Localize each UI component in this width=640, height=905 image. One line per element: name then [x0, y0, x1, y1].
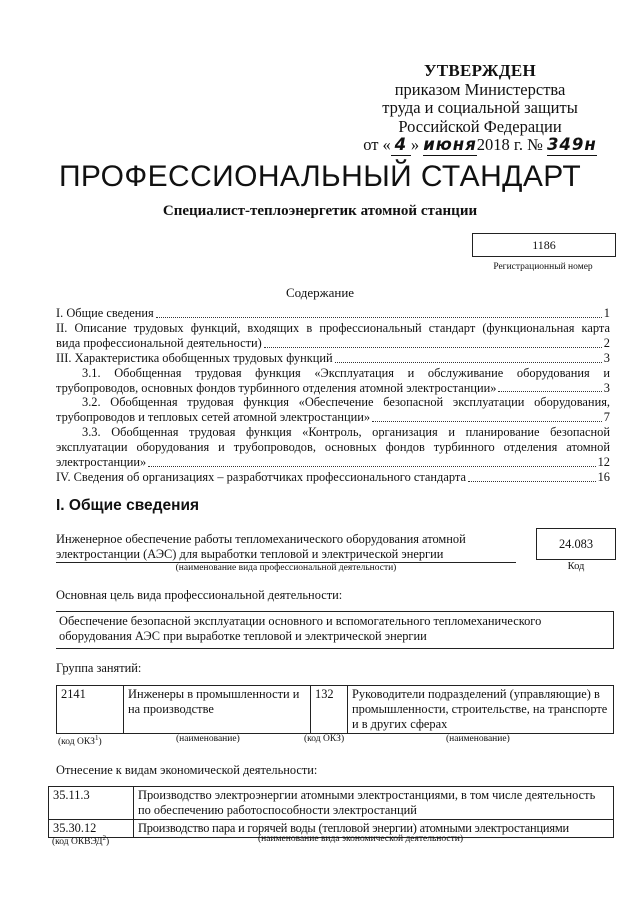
occupation-code-box: 24.083 [536, 528, 616, 560]
okved-name-cell: Производство пара и горячей воды (тепловой энергии) атомными электростанциями [134, 820, 614, 838]
registration-number-box: 1186 [472, 233, 616, 257]
goal-box: Обеспечение безопасной эксплуатации основного и вспомогательного тепломеханического оборудования АЭС при выработке тепловой и электрической энергии [56, 611, 614, 649]
handwritten-order-number: 349н [546, 135, 597, 154]
section-heading: I. Общие сведения [56, 497, 200, 514]
activity-label: Отнесение к видам экономической деятельности: [56, 763, 318, 777]
okz-code-cell: 132 [311, 686, 348, 734]
okz-code-caption: (код ОКЗ) [304, 734, 345, 744]
economic-activity-table [48, 786, 614, 838]
approval-line2: труда и социальной защиты [382, 98, 578, 117]
okz-name-caption: (наименование) [176, 734, 240, 744]
occupation-name: Инженерное обеспечение работы тепломеханического оборудования атомной электростанции (АЭС) для выработки тепловой и электрической энергии [56, 532, 516, 563]
toc-item[interactable]: 3.3. Обобщенная трудовая функция «Контроль, организация и планирование безопасной эксплуатации оборудования и трубопроводов, основных фондов турбинного отделения атомной электростанции» 12 [56, 425, 610, 470]
goal-label: Основная цель вида профессиональной деятельности: [56, 588, 343, 602]
approval-order-line: от « 4 » июня2018 г. № 349н [363, 135, 597, 154]
okved-name-cell: Производство электроэнергии атомными электростанциями, в том числе деятельность по обеспечению работоспособности электростанций [134, 787, 614, 820]
toc-item[interactable]: II. Описание трудовых функций, входящих в профессиональный стандарт (функциональная карта вида профессиональной деятельности) 2 [56, 320, 610, 350]
occupation-caption: (наименование вида профессиональной деятельности) [175, 563, 397, 573]
handwritten-month: июня [423, 135, 477, 154]
okved-name-caption: (наименование вида экономической деятельности) [258, 834, 463, 844]
approval-block [360, 62, 600, 156]
toc-item[interactable]: 3.1. Обобщенная трудовая функция «Эксплуатация и обслуживание оборудования и трубопроводов, основных фондов турбинного отделения атомной электростанции» 3 [56, 365, 610, 395]
okz-code-cell: 2141 [57, 686, 124, 734]
okved-code-caption: (код ОКВЭД$^2$) [52, 834, 110, 848]
toc-item[interactable]: 3.2. Обобщенная трудовая функция «Обеспечение безопасной эксплуатации оборудования, трубопроводов и тепловых сетей атомной электростанции» 7 [56, 395, 610, 425]
table-row [57, 686, 614, 734]
okz-name-cell: Руководители подразделений (управляющие) в промышленности, строительстве, на транспорте и в других сферах [348, 686, 614, 734]
okved-code-cell: 35.30.12 [49, 820, 134, 838]
approval-line3: Российской Федерации [398, 116, 562, 136]
table-row [49, 787, 614, 820]
okz-code-caption: (код ОКЗ$^1$) [58, 734, 102, 748]
toc-item[interactable]: I. Общие сведения 1 [56, 306, 610, 320]
handwritten-day: 4 [391, 136, 411, 156]
approval-line1: приказом Министерства [394, 79, 566, 99]
okz-name-cell: Инженеры в промышленности и на производстве [124, 686, 311, 734]
toc-item[interactable]: IV. Сведения об организациях – разработчиках профессионального стандарта 16 [56, 469, 610, 484]
approval-heading: УТВЕРЖДЕН [423, 61, 537, 80]
page-title: ПРОФЕССИОНАЛЬНЫЙ СТАНДАРТ [58, 160, 582, 193]
okz-name-caption: (наименование) [446, 734, 510, 744]
toc-item[interactable]: III. Характеристика обобщенных трудовых функций 3 [56, 350, 610, 365]
group-label: Группа занятий: [56, 661, 142, 675]
contents-heading: Содержание [285, 285, 355, 300]
code-caption: Код [567, 561, 585, 572]
registration-number-caption: Регистрационный номер [493, 262, 593, 272]
page-subtitle: Специалист-теплоэнергетик атомной станции [162, 203, 478, 219]
okved-code-cell: 35.11.3 [49, 787, 134, 820]
table-of-contents [56, 306, 610, 485]
occupation-group-table [56, 685, 614, 734]
